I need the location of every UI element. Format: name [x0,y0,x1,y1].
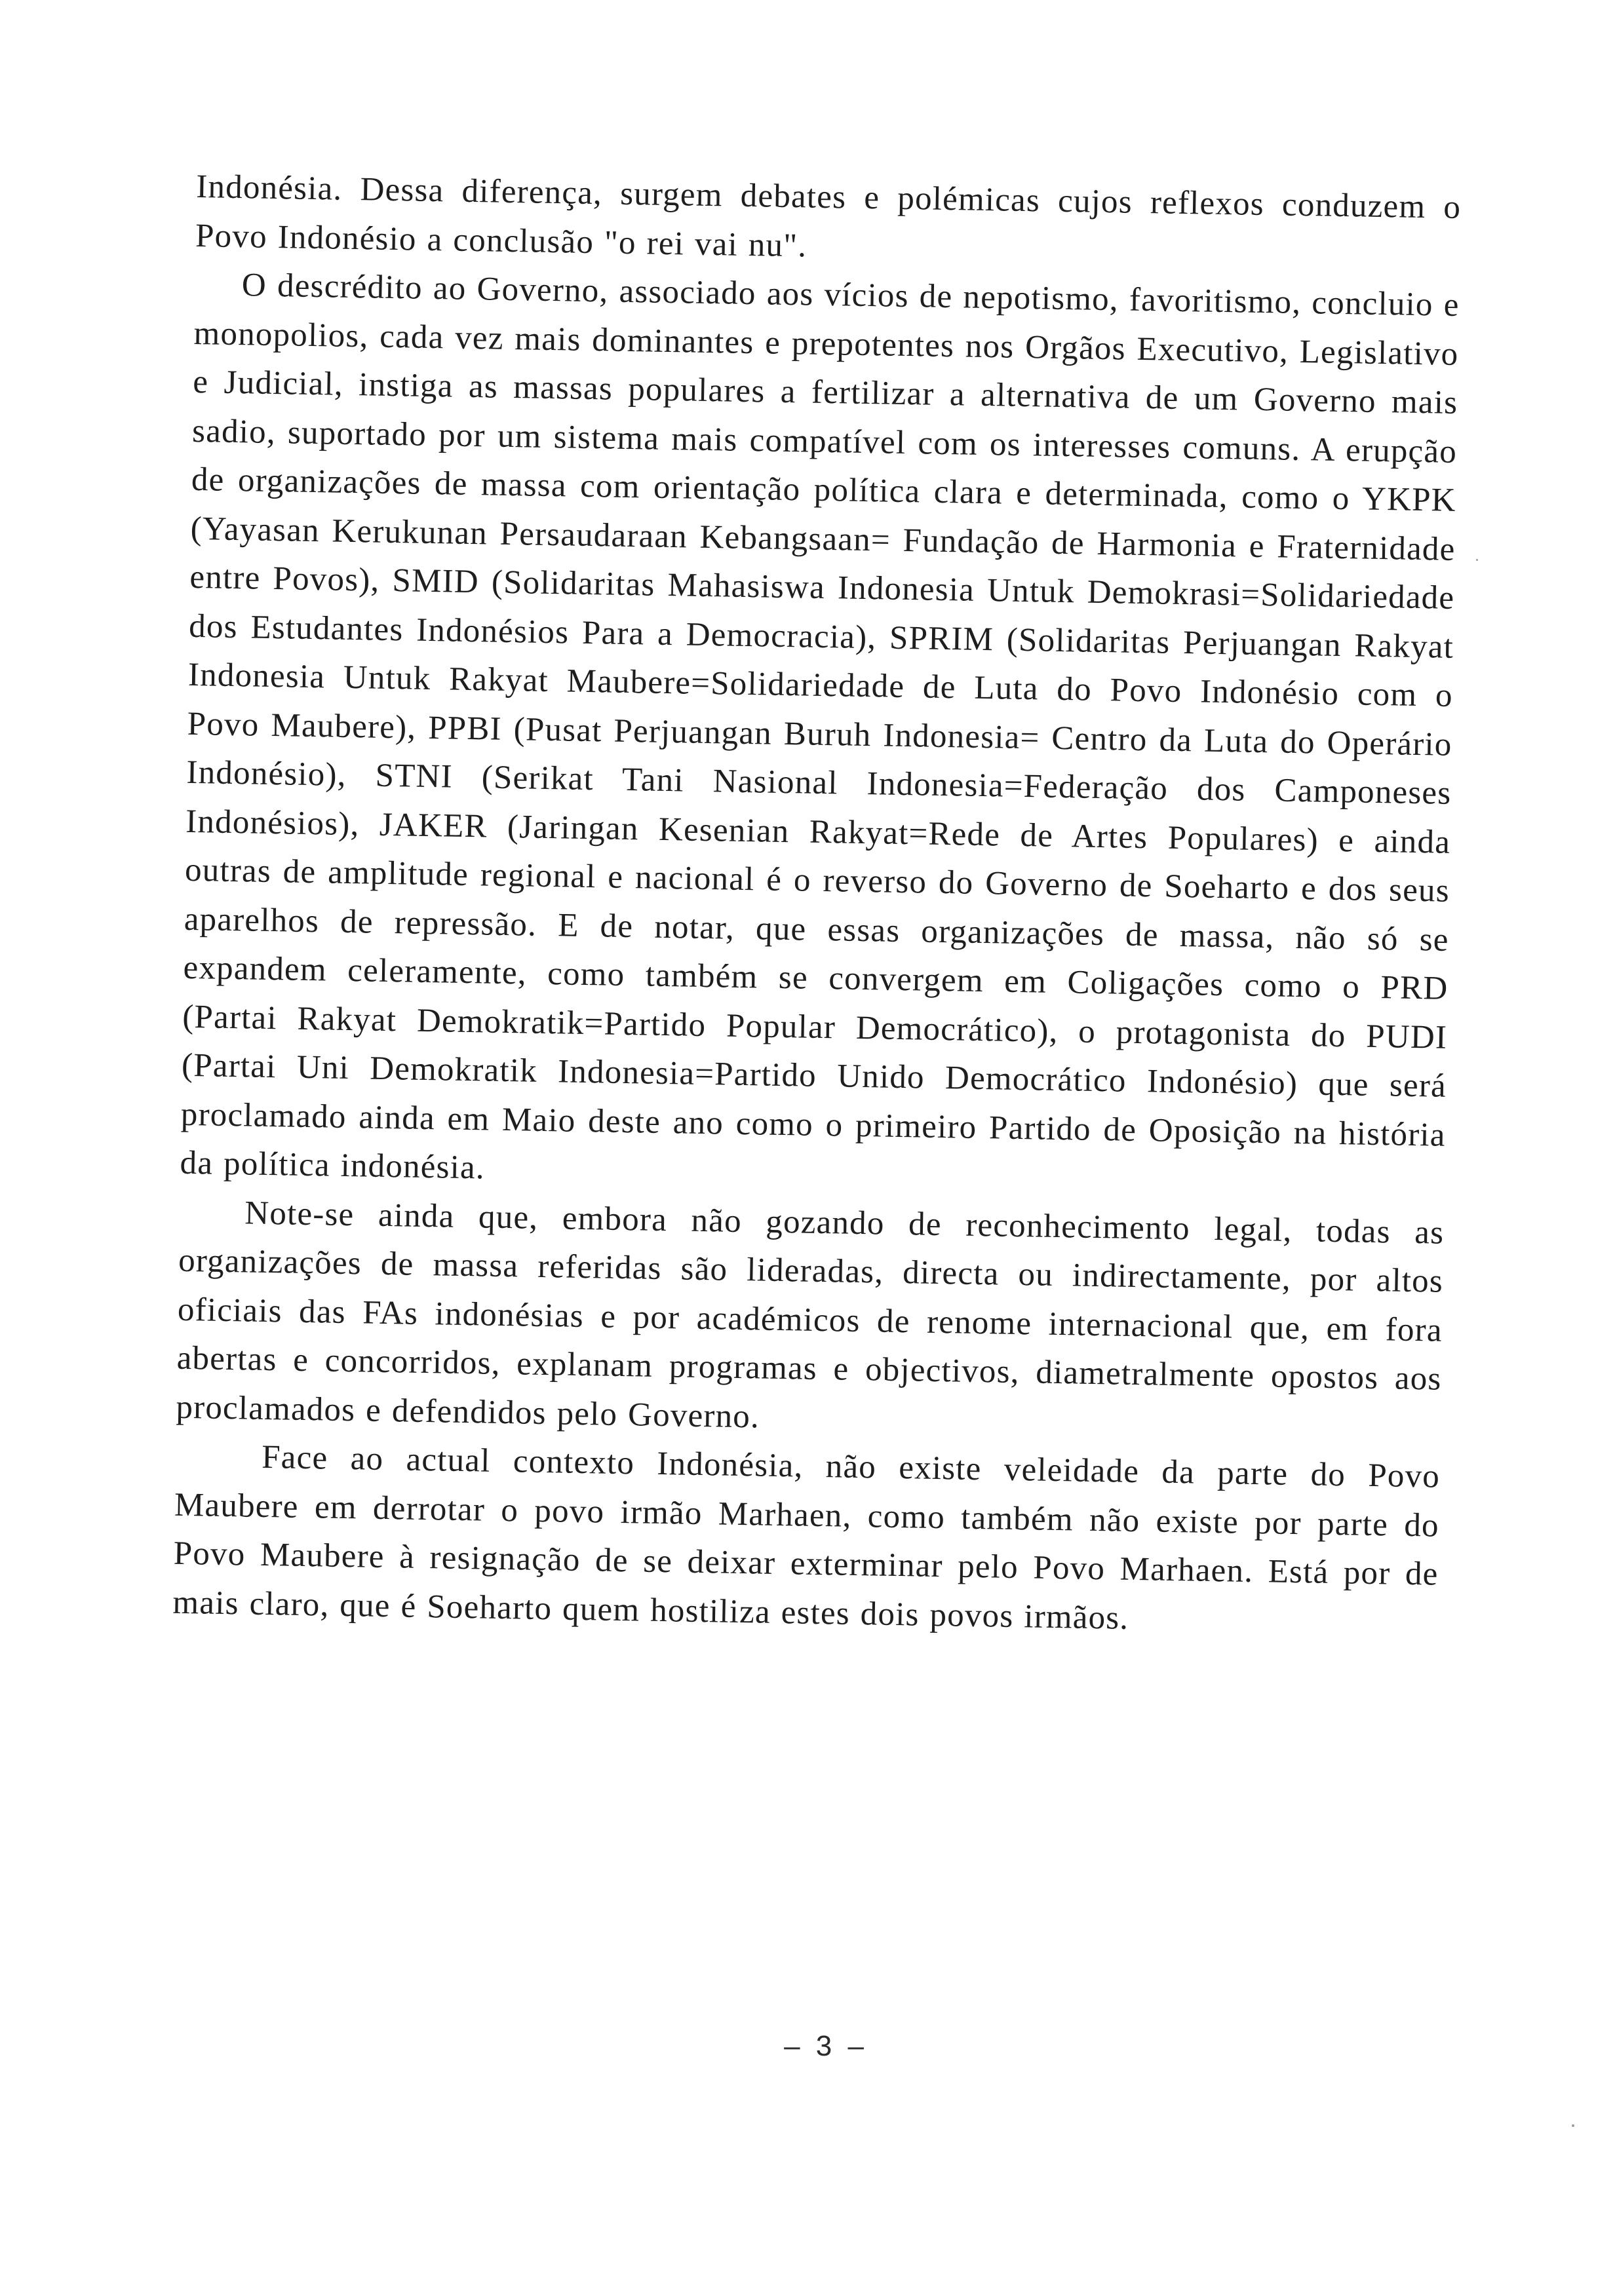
body-text [172,163,1462,1648]
paragraph-2: O descrédito ao Governo, associado aos vícios de nepotismo, favoritismo, concluio e monopolios, cada vez mais dominantes e prepotentes nos Orgãos Executivo, Legislativo e Judicial, instiga as massas populares a fertilizar a alternativa de um Governo mais sadio, suportado por um sistema mais compatível com os interesses comuns. A erupção de organizações de massa com orientação política clara e determinada, como o YKPK (Yayasan Kerukunan Persaudaraan Kebangsaan= Fundação de Harmonia e Fraternidade entre Povos), SMID (Solidaritas Mahasiswa Indonesia Untuk Demokrasi=Solidariedade dos Estudantes Indonésios Para a Democracia), SPRIM (Solidaritas Perjuangan Rakyat Indonesia Untuk Rakyat Maubere=Solidariedade de Luta do Povo Indonésio com o Povo Maubere), PPBI (Pusat Perjuangan Buruh Indonesia= Centro da Luta do Operário Indonésio), STNI (Serikat Tani Nasional Indonesia=Federação dos Camponeses Indonésios), JAKER (Jaringan Kesenian Rakyat=Rede de Artes Populares) e ainda outras de amplitude regional e nacional é o reverso do Governo de Soeharto e dos seus aparelhos de repressão. E de notar, que essas organizações de massa, não só se expandem celeramente, como também se convergem em Coligações como o PRD (Partai Rakyat Demokratik=Partido Popular Democrático), o protagonista do PUDI (Partai Uni Demokratik Indonesia=Partido Unido Democrático Indonésio) que será proclamado ainda em Maio deste ano como o primeiro Partido de Oposição na história da política indonésia. [180,267,1460,1187]
scan-speck [1476,559,1478,561]
scan-speck [1572,2124,1574,2127]
page-number: – 3 – [784,2030,868,2062]
paragraph-4: Face ao actual contexto Indonésia, não existe veleidade da parte do Povo Maubere em derrotar o povo irmão Marhaen, como também não existe por parte do Povo Maubere à resignação de se deixar exterminar pelo Povo Marhaen. Está por de mais claro, que é Soeharto quem hostiliza estes dois povos irmãos. [172,1438,1441,1637]
paragraph-1: Indonésia. Dessa diferença, surgem debates e polémicas cujos reflexos conduzem o Povo Indonésio a conclusão "o rei vai nu". [195,168,1462,264]
paragraph-3: Note-se ainda que, embora não gozando de reconhecimento legal, todas as organizações de massa referidas são lideradas, directa ou indirectamente, por altos oficiais das FAs indonésias e por académicos de renome internacional que, em fora abertas e concorridos, explanam programas e objectivos, diametralmente opostos aos proclamados e defendidos pelo Governo. [176,1194,1445,1436]
